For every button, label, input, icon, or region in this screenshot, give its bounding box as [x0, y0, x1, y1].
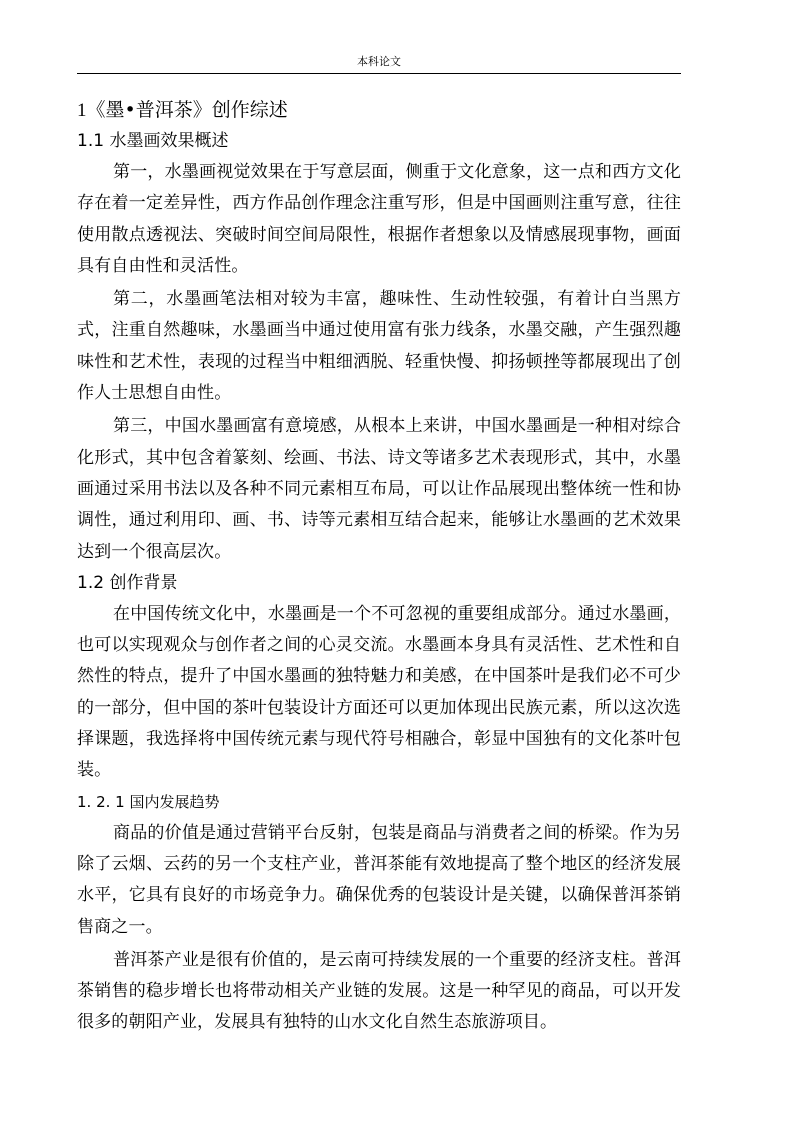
section-number: 1: [77, 100, 87, 121]
running-header: 本科论文: [357, 55, 401, 68]
paragraph: 普洱茶产业是很有价值的，是云南可持续发展的一个重要的经济支柱。普洱茶销售的稳步增长也将带动相关产业链的发展。这是一种罕见的商品，可以开发很多的朝阳产业，发展具有独特的山水文化自然生态旅游项目。: [77, 949, 681, 1033]
section-heading-1-1: 1.1 水墨画效果概述: [77, 131, 229, 151]
paragraph: 商品的价值是通过营销平台反射，包装是商品与消费者之间的桥梁。作为另除了云烟、云药的另一个支柱产业，普洱茶能有效地提高了整个地区的经济发展水平，它具有良好的市场竞争力。确保优秀的包装设计是关键，以确保普洱茶销售商之一。: [77, 822, 681, 937]
paragraph: 第一，水墨画视觉效果在于写意层面，侧重于文化意象，这一点和西方文化存在着一定差异性，西方作品创作理念注重写形，但是中国画则注重写意，往往使用散点透视法、突破时间空间局限性，根据作者想象以及情感展现事物，画面具有自由性和灵活性。: [77, 162, 681, 276]
paragraph: 第二，水墨画笔法相对较为丰富，趣味性、生动性较强，有着计白当黑方式，注重自然趣味，水墨画当中通过使用富有张力线条，水墨交融，产生强烈趣味性和艺术性，表现的过程当中粗细洒脱、轻重快慢、抑扬顿挫等都展现出了创作人士思想自由性。: [77, 289, 681, 404]
paragraph: 在中国传统文化中，水墨画是一个不可忽视的重要组成部分。通过水墨画，也可以实现观众与创作者之间的心灵交流。水墨画本身具有灵活性、艺术性和自然性的特点，提升了中国水墨画的独特魅力和美感，在中国茶叶是我们必不可少的一部分，但中国的茶叶包装设计方面还可以更加体现出民族元素，所以这次选择课题，我选择将中国传统元素与现代符号相融合，彰显中国独有的文化茶叶包装。: [77, 603, 681, 781]
header-rule: [77, 73, 681, 74]
paragraph: 第三，中国水墨画富有意境感，从根本上来讲，中国水墨画是一种相对综合化形式，其中包含着篆刻、绘画、书法、诗文等诸多艺术表现形式，其中，水墨画通过采用书法以及各种不同元素相互布局，可以让作品展现出整体统一性和协调性，通过利用印、画、书、诗等元素相互结合起来，能够让水墨画的艺术效果达到一个很高层次。: [77, 416, 681, 562]
section-heading-1-2-1: 1. 2. 1 国内发展趋势: [77, 792, 220, 811]
section-title-text: 《墨•普洱茶》创作综述: [86, 99, 288, 121]
section-heading-1-2: 1.2 创作背景: [77, 572, 178, 593]
page-body: [77, 94, 681, 1039]
section-title-1: [77, 94, 681, 126]
